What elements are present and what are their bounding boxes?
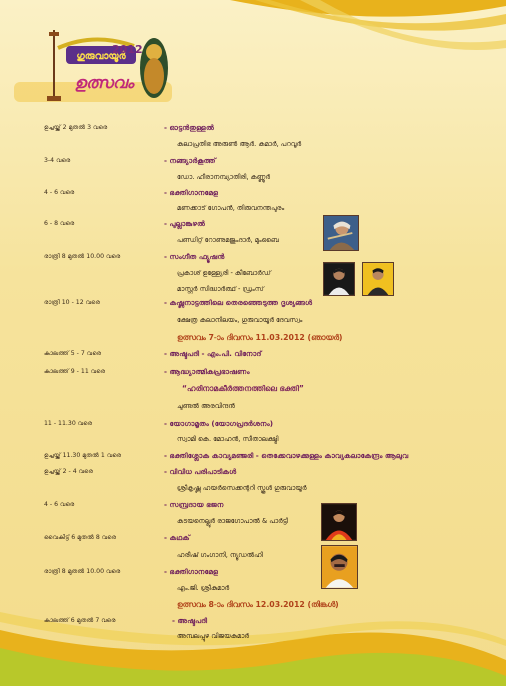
time-label: രാത്രി 10 - 12 വരെ [44, 299, 100, 306]
performer-name: ഡോ. ഹീരാനമ്പ്യാതിരി, കണ്ണൂർ [177, 173, 271, 181]
performer-name: ചുണ്ടൽ അരവിന്ദൻ [177, 402, 235, 410]
event-title: - സമ്പ്രദായ ഭജന [164, 500, 224, 509]
performer-name: എം.ജി. ശ്രീകുമാർ [177, 584, 230, 592]
event-title: - കഥക് [164, 533, 190, 542]
event-title: - ഭക്തിഗാനമേള [164, 188, 219, 197]
event-title: - അഷ്ടപദി [172, 616, 208, 625]
performer-name: ഹരീഷ് ഗംഗാനി, ന്യൂഡൽഹി [177, 551, 263, 559]
performer-name: ക്ഷേത്ര കലാനിലയം, ഗുരുവായൂർ ദേവസ്വം [177, 316, 303, 324]
time-label: കാലത്ത് 9 - 11 വരെ [44, 368, 106, 375]
drummer-portrait [362, 262, 394, 296]
time-label: വൈകിട്ട് 6 മുതൽ 8 വരെ [44, 534, 117, 541]
performer-name: മാസ്റ്റർ സിദ്ധാർത്ഥ് - ഡ്രംസ് [177, 285, 264, 293]
event-title: - ഭക്തിശ്ലോക കാവ്യമഞ്ജരി - തെക്കേവാഴക്കുള്ളം കാവ്യകലാകേന്ദ്രം ആലുവ [164, 451, 409, 460]
performer-name: സ്വാമി കെ. മോഹൻ, സീതാലക്ഷ്മി [177, 435, 279, 443]
performer-name: പണ്ഡിറ്റ് റോണുമജുംദാർ, മുംബൈ [177, 236, 279, 244]
event-title: - സംഗീത ഫ്യൂഷൻ [164, 252, 225, 261]
event-title: - നങ്ങ്യാർകൂത്ത് [164, 156, 216, 165]
lecture-topic: “ഹരിനാമകീർത്തനത്തിലെ ഭക്തി” [182, 384, 304, 393]
day-heading: ഉത്സവം 8-ാം ദിവസം 12.03.2012 (തിങ്കൾ) [177, 600, 339, 609]
event-title: - അഷ്ടപദി - എം.പി. വിനോദ് [164, 349, 262, 358]
keyboard-artist-portrait [323, 262, 355, 296]
performer-name: കടയനെല്ലൂർ രാജഗോപാൽ & പാർട്ടി [177, 517, 289, 525]
time-label: 4 - 6 വരെ [44, 189, 75, 196]
singer-portrait [321, 545, 358, 589]
svg-text:ഗുരുവായൂർ: ഗുരുവായൂർ [76, 51, 126, 62]
time-label: 6 - 8 വരെ [44, 220, 75, 227]
time-label: ഉച്ചയ്ക്ക് 11.30 മുതൽ 1 വരെ [44, 452, 122, 459]
time-label: 11 - 11.30 വരെ [44, 420, 93, 427]
event-title: - കഷ്ണനാട്ടത്തിലെ തെരഞ്ഞെടുത്ത ദൃശ്യങ്ങൾ [164, 298, 313, 307]
event-title: - ഭക്തിഗാനമേള [164, 567, 219, 576]
time-label: രാത്രി 8 മുതൽ 10.00 വരെ [44, 568, 121, 575]
time-label: ഉച്ചയ്ക്ക് 2 മുതൽ 3 വരെ [44, 124, 108, 131]
performer-name: അമ്പലപ്പുഴ വിജയകുമാർ [177, 632, 250, 640]
kathak-dancer-portrait [321, 503, 357, 541]
event-title: - ഓട്ടൻതുള്ളൽ [164, 123, 214, 132]
time-label: കാലത്ത് 5 - 7 വരെ [44, 350, 102, 357]
time-label: കാലത്ത് 6 മുതൽ 7 വരെ [44, 617, 116, 624]
performer-name: ശ്രീകൃഷ്ണ ഹയർസെക്കന്ററി സ്കൂൾ ഗുരുവായൂർ [177, 484, 307, 492]
logo-year: 2012 [112, 43, 143, 56]
flautist-portrait [323, 215, 359, 251]
time-label: 4 - 6 വരെ [44, 501, 75, 508]
performer-name: പ്രകാശ് ഉള്ള്യേരി - കീബോർഡ് [177, 269, 271, 277]
event-title: - യോഗാമൃതം (യോഗപ്രദർശനം) [164, 419, 274, 428]
performer-name: കലാപ്രതിഭ അരുൺ ആർ. കുമാർ, പറവൂർ [177, 140, 302, 148]
event-title: - വിവിധ പരിപാടികൾ [164, 467, 237, 476]
day-heading: ഉത്സവം 7-ാം ദിവസം 11.03.2012 (ഞായർ) [177, 333, 343, 342]
time-label: ഉച്ചയ്ക്ക് 2 - 4 വരെ [44, 468, 93, 475]
time-label: രാത്രി 8 മുതൽ 10.00 വരെ [44, 253, 121, 260]
svg-text:ഉത്സവം: ഉത്സവം [74, 73, 134, 92]
event-title: - ആദ്ധ്യാത്മികപ്രഭാഷണം [164, 367, 250, 376]
performer-name: മണക്കാട് ഗോപൻ, തിരുവനന്തപുരം [177, 204, 285, 212]
event-title: - പുല്ലാങ്കുഴൽ [164, 219, 205, 228]
time-label: 3-4 വരെ [44, 157, 71, 164]
